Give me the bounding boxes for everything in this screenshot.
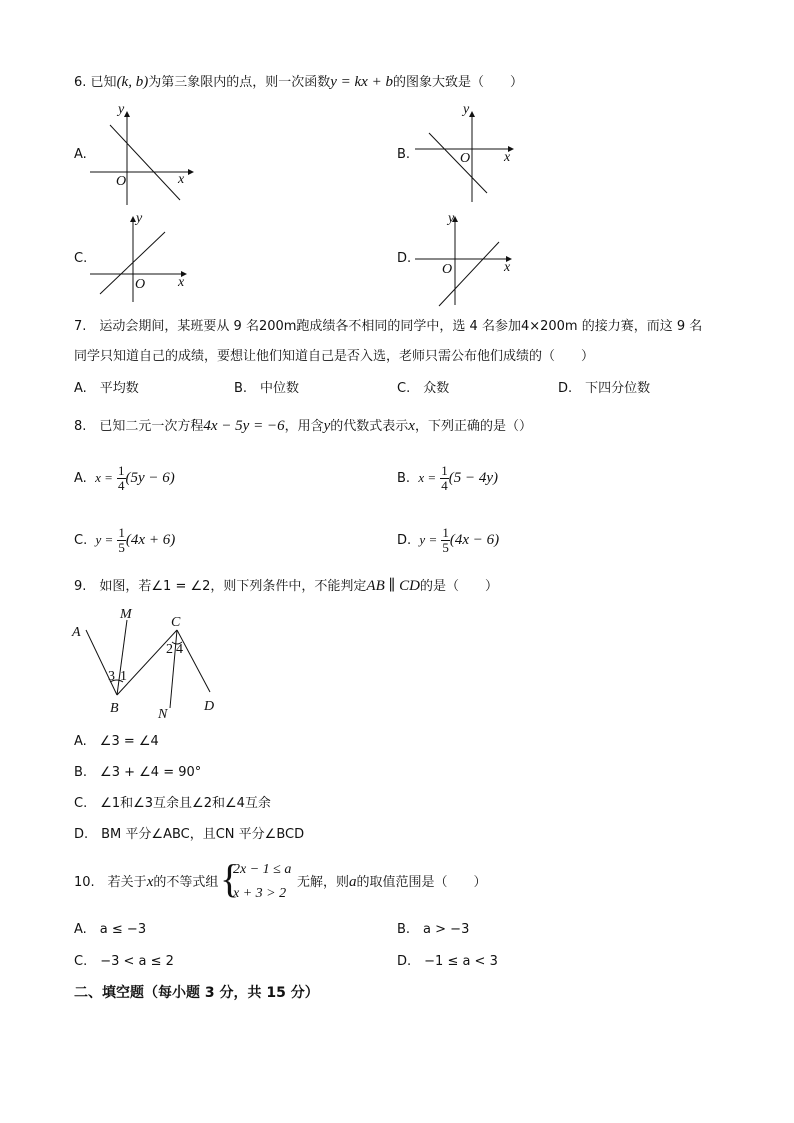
q8-option-a <box>74 460 175 497</box>
q9-option-c: C. ∠1和∠3互余且∠2和∠4互余 <box>74 796 271 811</box>
q8-option-b-fraction: $\frac{1}{4}$ <box>441 463 448 493</box>
q10-stem-b <box>297 873 487 892</box>
q9-label-n: N <box>158 707 168 722</box>
q10-var-a: a <box>349 874 357 890</box>
q8-option-d-fraction: $\frac{1}{5}$ <box>442 525 449 555</box>
q10-text-b: 的不等式组 <box>153 875 219 890</box>
q8-text-b: ，用含 <box>284 419 324 434</box>
q9-stem <box>74 577 498 596</box>
q6-a-o: O <box>116 174 127 189</box>
q8-option-c-label: C. <box>74 533 88 548</box>
q6-graph-d <box>415 210 525 308</box>
q9-text: 9. 如图，若∠1 = ∠2，则下列条件中，不能判定 <box>74 579 367 594</box>
q8-option-a-rest: (5y − 6) <box>125 470 175 486</box>
q9-label-b: B <box>110 701 119 716</box>
q8-option-b <box>397 460 498 497</box>
q6-option-a-label: A. <box>74 147 87 162</box>
q6-a-y: y <box>118 102 125 117</box>
q8-option-a-lhs: x = <box>95 470 113 485</box>
q8-option-d-lhs: y = <box>419 532 438 547</box>
q10-text-a: 10. 若关于 <box>74 875 147 890</box>
q7-option-a: A. 平均数 <box>74 381 139 396</box>
q7-option-d: D. 下四分位数 <box>558 381 651 396</box>
q9-option-d: D. BM 平分∠ABC，且CN 平分∠BCD <box>74 827 305 842</box>
q8-option-c <box>74 522 175 559</box>
q6-graph-b <box>415 102 525 207</box>
q8-option-b-rest: (5 − 4y) <box>448 470 499 486</box>
q10-stem-a <box>74 873 218 892</box>
q6-graph-a <box>90 102 200 205</box>
q6-d-x: x <box>504 260 511 275</box>
q10-option-b: B. a > −3 <box>397 922 470 937</box>
q10-option-d: D. −1 ≤ a < 3 <box>397 954 498 969</box>
q6-b-o: O <box>460 151 471 166</box>
q8-text-d: ，下列正确的是（） <box>414 419 532 434</box>
q8-var-y: y <box>323 418 331 434</box>
q6-option-b-label: B. <box>397 147 411 162</box>
q8-option-b-label: B. <box>397 471 411 486</box>
q10-option-a: A. a ≤ −3 <box>74 922 147 937</box>
q7-option-b: B. 中位数 <box>234 381 300 396</box>
q8-option-c-fraction: $\frac{1}{5}$ <box>118 525 125 555</box>
q8-option-d-rest: (4x − 6) <box>449 532 500 548</box>
q10-text-c: 无解，则 <box>297 875 350 890</box>
q9-label-m: M <box>120 607 132 622</box>
q8-text-c: 的代数式表示 <box>330 419 409 434</box>
q6-text-c: 的图象大致是（ ） <box>392 75 523 90</box>
q8-stem <box>74 417 532 436</box>
q10-brace: { <box>220 856 240 901</box>
q9-angle-3: 3 <box>108 669 115 684</box>
q6-stem <box>74 73 523 92</box>
q9-figure <box>70 600 230 725</box>
q6-b-y: y <box>463 102 470 117</box>
q9-option-a: A. ∠3 = ∠4 <box>74 734 159 749</box>
q9-parallel: AB ∥ CD <box>366 578 421 594</box>
q7-option-c: C. 众数 <box>397 381 450 396</box>
q9-label-a: A <box>72 625 81 640</box>
q6-d-o: O <box>442 262 453 277</box>
q8-option-d-label: D. <box>397 533 412 548</box>
q10-ineq2: x + 3 > 2 <box>233 886 287 901</box>
q6-b-x: x <box>504 150 511 165</box>
q6-number: 6. <box>74 75 87 90</box>
q6-c-o: O <box>135 277 146 292</box>
q8-option-c-lhs: y = <box>95 532 114 547</box>
q10-option-c: C. −3 < a ≤ 2 <box>74 954 174 969</box>
q6-a-x: x <box>178 172 185 187</box>
q10-var-x: x <box>146 874 154 890</box>
q6-option-c-label: C. <box>74 251 88 266</box>
q10-ineq1: 2x − 1 ≤ a <box>233 862 292 877</box>
q8-text-a: 8. 已知二元一次方程 <box>74 419 204 434</box>
q8-option-b-lhs: x = <box>418 470 437 485</box>
q6-d-y: y <box>448 211 455 226</box>
q7-line2: 同学只知道自己的成绩，要想让他们知道自己是否入选，老师只需公布他们成绩的（ ） <box>74 349 595 364</box>
q8-option-a-label: A. <box>74 471 87 486</box>
section-heading: 二、填空题（每小题 3 分，共 15 分） <box>74 985 319 1001</box>
q6-c-y: y <box>136 211 143 226</box>
q9-label-c: C <box>171 615 181 630</box>
q6-option-d-label: D. <box>397 251 412 266</box>
q9-text-b: 的是（ ） <box>420 579 499 594</box>
q6-text-a: 已知 <box>90 75 117 90</box>
q10-text-d: 的取值范围是（ ） <box>356 875 487 890</box>
q6-point: (k, b) <box>116 74 149 90</box>
q9-option-b: B. ∠3 + ∠4 = 90° <box>74 765 202 780</box>
q6-graph-c <box>90 210 200 305</box>
q8-option-d <box>397 522 499 559</box>
q6-c-x: x <box>178 275 185 290</box>
q6-formula: y = kx + b <box>330 74 393 90</box>
q9-label-d: D <box>204 699 215 714</box>
q9-angle-4: 4 <box>176 642 183 657</box>
q7-line1: 7. 运动会期间，某班要从 9 名200m跑成绩各不相同的同学中，选 4 名参加4×200m 的接力赛，而这 9 名 <box>74 319 703 334</box>
q8-var-x: x <box>408 418 415 434</box>
q9-angle-2: 2 <box>166 642 173 657</box>
q8-option-a-fraction: $\frac{1}{4}$ <box>118 463 125 493</box>
q8-option-c-rest: (4x + 6) <box>125 532 176 548</box>
q9-angle-1: 1 <box>120 669 127 684</box>
q6-text-b: 为第三象限内的点，则一次函数 <box>148 75 331 90</box>
q8-equation: 4x − 5y = −6 <box>203 418 285 434</box>
